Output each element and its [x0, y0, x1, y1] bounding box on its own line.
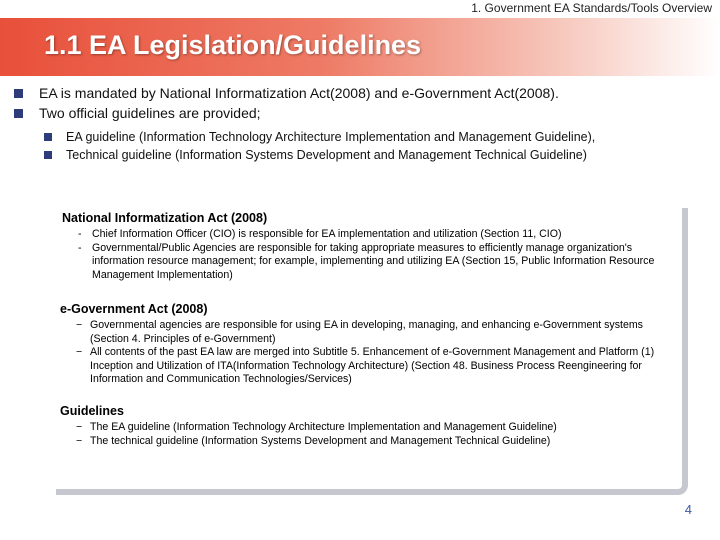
guideline-bullet-text: Technical guideline (Information Systems Development and Management Technical Guideline): [66, 148, 587, 162]
section-national-informatization-act: [62, 211, 678, 282]
list-item-text: The EA guideline (Information Technology Architecture Implementation and Management Guideline): [90, 421, 557, 433]
intro-bullet: [14, 83, 704, 103]
guideline-bullet: [44, 128, 714, 146]
guideline-bullet: [44, 146, 714, 164]
guideline-bullet-text: EA guideline (Information Technology Architecture Implementation and Management Guideline),: [66, 130, 596, 144]
intro-bullet-list: [14, 83, 704, 123]
square-bullet-icon: [14, 109, 23, 118]
intro-bullet: [14, 103, 704, 123]
dash-marker: −: [76, 319, 83, 331]
list-item-text: Governmental/Public Agencies are responsible for taking appropriate measures to efficiently manage organization's information resource management; for example, implementing and utilizing EA (Section 15, Public Information Resource Management Implementation): [92, 241, 655, 281]
square-bullet-icon: [14, 89, 23, 98]
list-item: [62, 228, 678, 242]
page-number: 4: [684, 502, 692, 517]
list-item: [60, 435, 678, 449]
dash-marker: -: [78, 228, 82, 240]
guideline-bullet-list: [44, 128, 714, 164]
list-item: [60, 421, 678, 435]
dash-marker: −: [76, 346, 83, 359]
list-item: [62, 242, 678, 283]
list-item-text: All contents of the past EA law are merged into Subtitle 5. Enhancement of e-Government Management and Platform (1) Inception and Utilization of ITA(Information Technology Architecture) (Section 48. Business Process Reengineering for Information and Communication Technologies/Services): [90, 346, 655, 386]
section-title: National Informatization Act (2008): [62, 211, 268, 225]
intro-bullet-text: Two official guidelines are provided;: [39, 105, 261, 121]
list-item-text: The technical guideline (Information Systems Development and Management Technical Guideline): [90, 434, 551, 447]
section-title: e-Government Act (2008): [60, 302, 208, 316]
list-item: [60, 346, 678, 387]
section-title: Guidelines: [60, 404, 124, 418]
dash-marker: −: [76, 434, 83, 447]
intro-bullet-text: EA is mandated by National Informatization Act(2008) and e-Government Act(2008).: [39, 85, 559, 101]
dash-marker: -: [78, 241, 82, 254]
breadcrumb: 1. Government EA Standards/Tools Overview: [471, 1, 712, 15]
page-title: 1.1 EA Legislation/Guidelines: [44, 30, 422, 60]
square-bullet-icon: [44, 133, 52, 141]
list-item: [60, 319, 678, 346]
list-item-text: Governmental agencies are responsible for using EA in developing, managing, and enhancing e-Government systems (Section 4. Principles of e-Government): [90, 319, 643, 345]
section-guidelines: [60, 404, 678, 448]
section-e-government-act: [60, 302, 678, 387]
square-bullet-icon: [44, 151, 52, 159]
dash-marker: −: [76, 421, 83, 433]
list-item-text: Chief Information Officer (CIO) is responsible for EA implementation and utilization (Section 11, CIO): [92, 228, 562, 240]
